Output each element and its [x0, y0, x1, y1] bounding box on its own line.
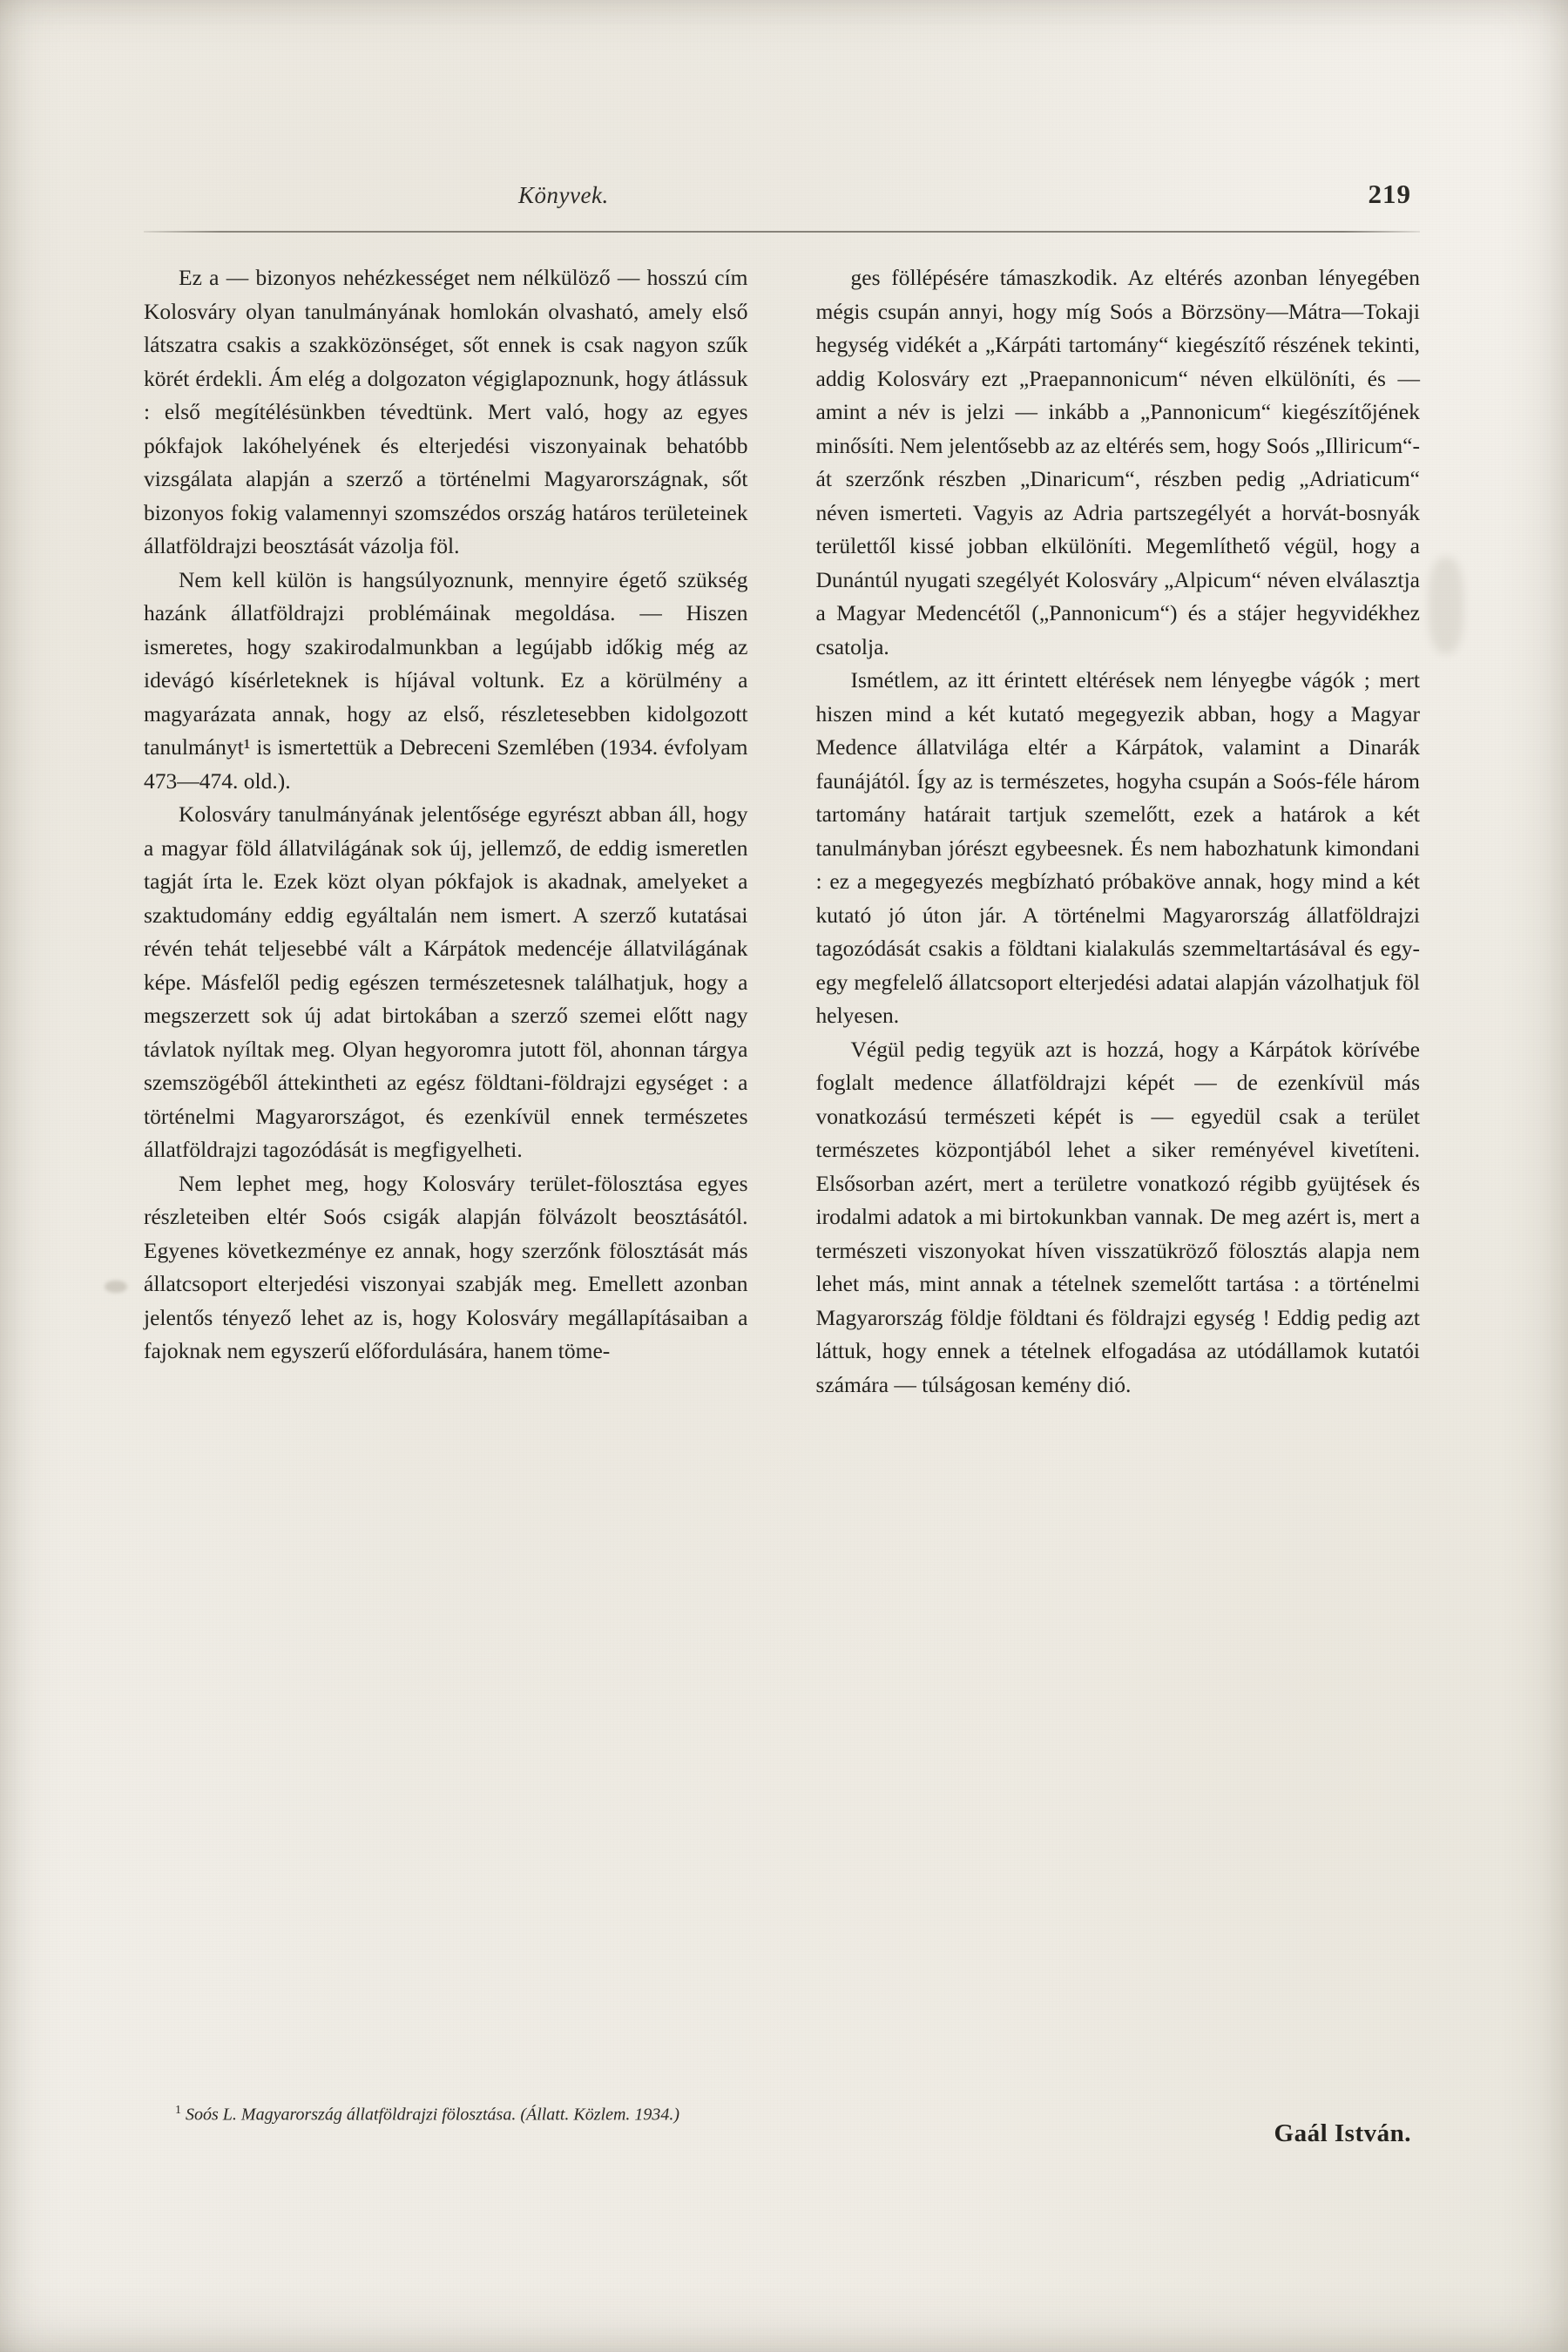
paragraph: Nem kell külön is hangsúlyoznunk, mennyire égető szükség hazánk állatföldrajzi problémáinak megoldása. — Hiszen ismeretes, hogy szakirodalmunkban a legújabb időkig még az idevágó kísérleteknek is híjával voltunk. Ez a körülmény a magyarázata annak, hogy az első, részletesebben kidolgozott tanulmányt¹ is ismertettük a Debreceni Szemlében (1934. évfolyam 473—474. old.).: [144, 566, 748, 794]
footnote-text: [144, 2098, 748, 2128]
running-head-title: Könyvek.: [518, 182, 609, 208]
paragraph: Ez a — bizonyos nehézkességet nem nélkülöző — hosszú cím Kolosváry olyan tanulmányának homlokán olvasható, amely első látszatra csakis a szakközönséget, sőt ennek is csak nagyon szűk körét érdekli. Ám elég a dolgozaton végiglapoznunk, hogy átlássuk : első megítélésünkben tévedtünk. Mert való, hogy az egyes pókfajok lakóhelyének és elterjedési viszonyainak behatóbb vizsgálata alapján a szerző a történelmi Magyarországnak, sőt bizonyos fokig valamennyi szomszédos ország határos területeinek állatföldrajzi beosztását vázolja föl.: [144, 265, 748, 558]
paragraph: Ismétlem, az itt érintett eltérések nem lényegbe vágók ; mert hiszen mind a két kutató megegyezik abban, hogy a Magyar Medence állatvilága eltér a Kárpátok, valamint a Dinarák faunájától. Így az is természetes, hogyha csupán a Soós-féle három tartomány határait tartjuk szemelőtt, ezek a határok a két tanulmányban jórészt egybeesnek. És nem habozhatunk kimondani : ez a megegyezés megbízható próbaköve annak, hogy mind a két kutató jó úton jár. A történelmi Magyarország állatföldrajzi tagozódását csakis a földtani kialakulás szemmeltartásával és egy-egy megfelelő állatcsoport elterjedési adatai alapján vázolhatjuk föl helyesen.: [815, 667, 1420, 1028]
author-signature: Gaál István.: [1274, 2119, 1411, 2147]
page-number: 219: [1368, 179, 1411, 209]
paragraph: Végül pedig tegyük azt is hozzá, hogy a Kárpátok körívébe foglalt medence állatföldrajzi képét — de ezenkívül más vonatkozású természeti képét is — egyedül csak a terület természetes központjából lehet a siker reményével kivetíteni. Elsősorban azért, mert a területre vonatkozó régibb gyüjtések és irodalmi adatok a mi birtokunkban vannak. De meg azért is, mert a természeti viszonyokat híven visszatükröző fölosztás alapja nem lehet más, mint annak a tételnek szemelőtt tartása : a történelmi Magyarország földje földtani és földrajzi egység ! Eddig pedig azt láttuk, hogy ennek a tételnek elfogadása az utódállamok kutatói számára — túlságosan kemény dió.: [815, 1036, 1420, 1397]
paragraph: Nem lephet meg, hogy Kolosváry terület-fölosztása egyes részleteiben eltér Soós csigák alapján fölvázolt beosztásától. Egyenes következménye ez annak, hogy szerzőnk fölosztását más állatcsoport elterjedési viszonyai szabják meg. Emellett azonban jelentős tényező lehet az is, hogy Kolosváry megállapításaiban a fajoknak nem egyszerű előfordulására, hanem töme-: [144, 1170, 748, 1363]
footnote-block: [144, 2092, 748, 2128]
two-column-text-body: [144, 261, 1420, 1402]
right-column: [816, 261, 1421, 1402]
paper-blemish: [105, 1281, 127, 1293]
footnote-body: Soós L. Magyarország állatföldrajzi fölosztása. (Állatt. Közlem. 1934.): [186, 2105, 680, 2125]
paragraph: Kolosváry tanulmányának jelentősége egyrészt abban áll, hogy a magyar föld állatvilágának sok új, jellemző, de eddig ismeretlen tagját írta le. Ezek közt olyan pókfajok is akadnak, amelyeket a szaktudomány eddig egyáltalán nem ismert. A szerző kutatásai révén tehát teljesebbé vált a Kárpátok medencéje állatvilágának képe. Másfelől pedig egészen természetesnek találhatjuk, hogy a megszerzett sok új adat birtokában a szerző szemei előtt nagy távlatok nyíltak meg. Olyan hegyoromra jutott föl, ahonnan tárgya szemszögéből áttekintheti az egész földtani-földrajzi egységet : a történelmi Magyarországot, és ezenkívül ennek természetes állatföldrajzi tagozódását is megfigyelheti.: [144, 801, 748, 1162]
page-header: [144, 179, 1420, 234]
paper-stain: [1429, 558, 1463, 653]
paragraph: ges föllépésére támaszkodik. Az eltérés azonban lényegében mégis csupán annyi, hogy míg Soós a Börzsöny—Mátra—Tokaji hegység vidékét a „Kárpáti tartomány“ kiegészítő részének tekinti, addig Kolosváry ezt „Praepannonicum“ néven elkülöníti, és — amint a név is jelzi — inkább a „Pannonicum“ kiegészítőjének minősíti. Nem jelentősebb az az eltérés sem, hogy Soós „Illiricum“-át szerzőnk részben „Dinaricum“, részben pedig „Adriaticum“ néven ismerteti. Vagyis az Adria partszegélyét a horvát-bosnyák területtől kissé jobban elkülöníti. Megemlíthető végül, hogy a Dunántúl nyugati szegélyét Kolosváry „Alpicum“ néven elválasztja a Magyar Medencétől („Pannonicum“) és a stájer hegyvidékhez csatolja.: [815, 265, 1420, 659]
footnote-marker: 1: [175, 2104, 181, 2117]
header-rule: [144, 231, 1420, 233]
page-content: [144, 179, 1420, 2208]
left-column: [144, 261, 748, 1402]
